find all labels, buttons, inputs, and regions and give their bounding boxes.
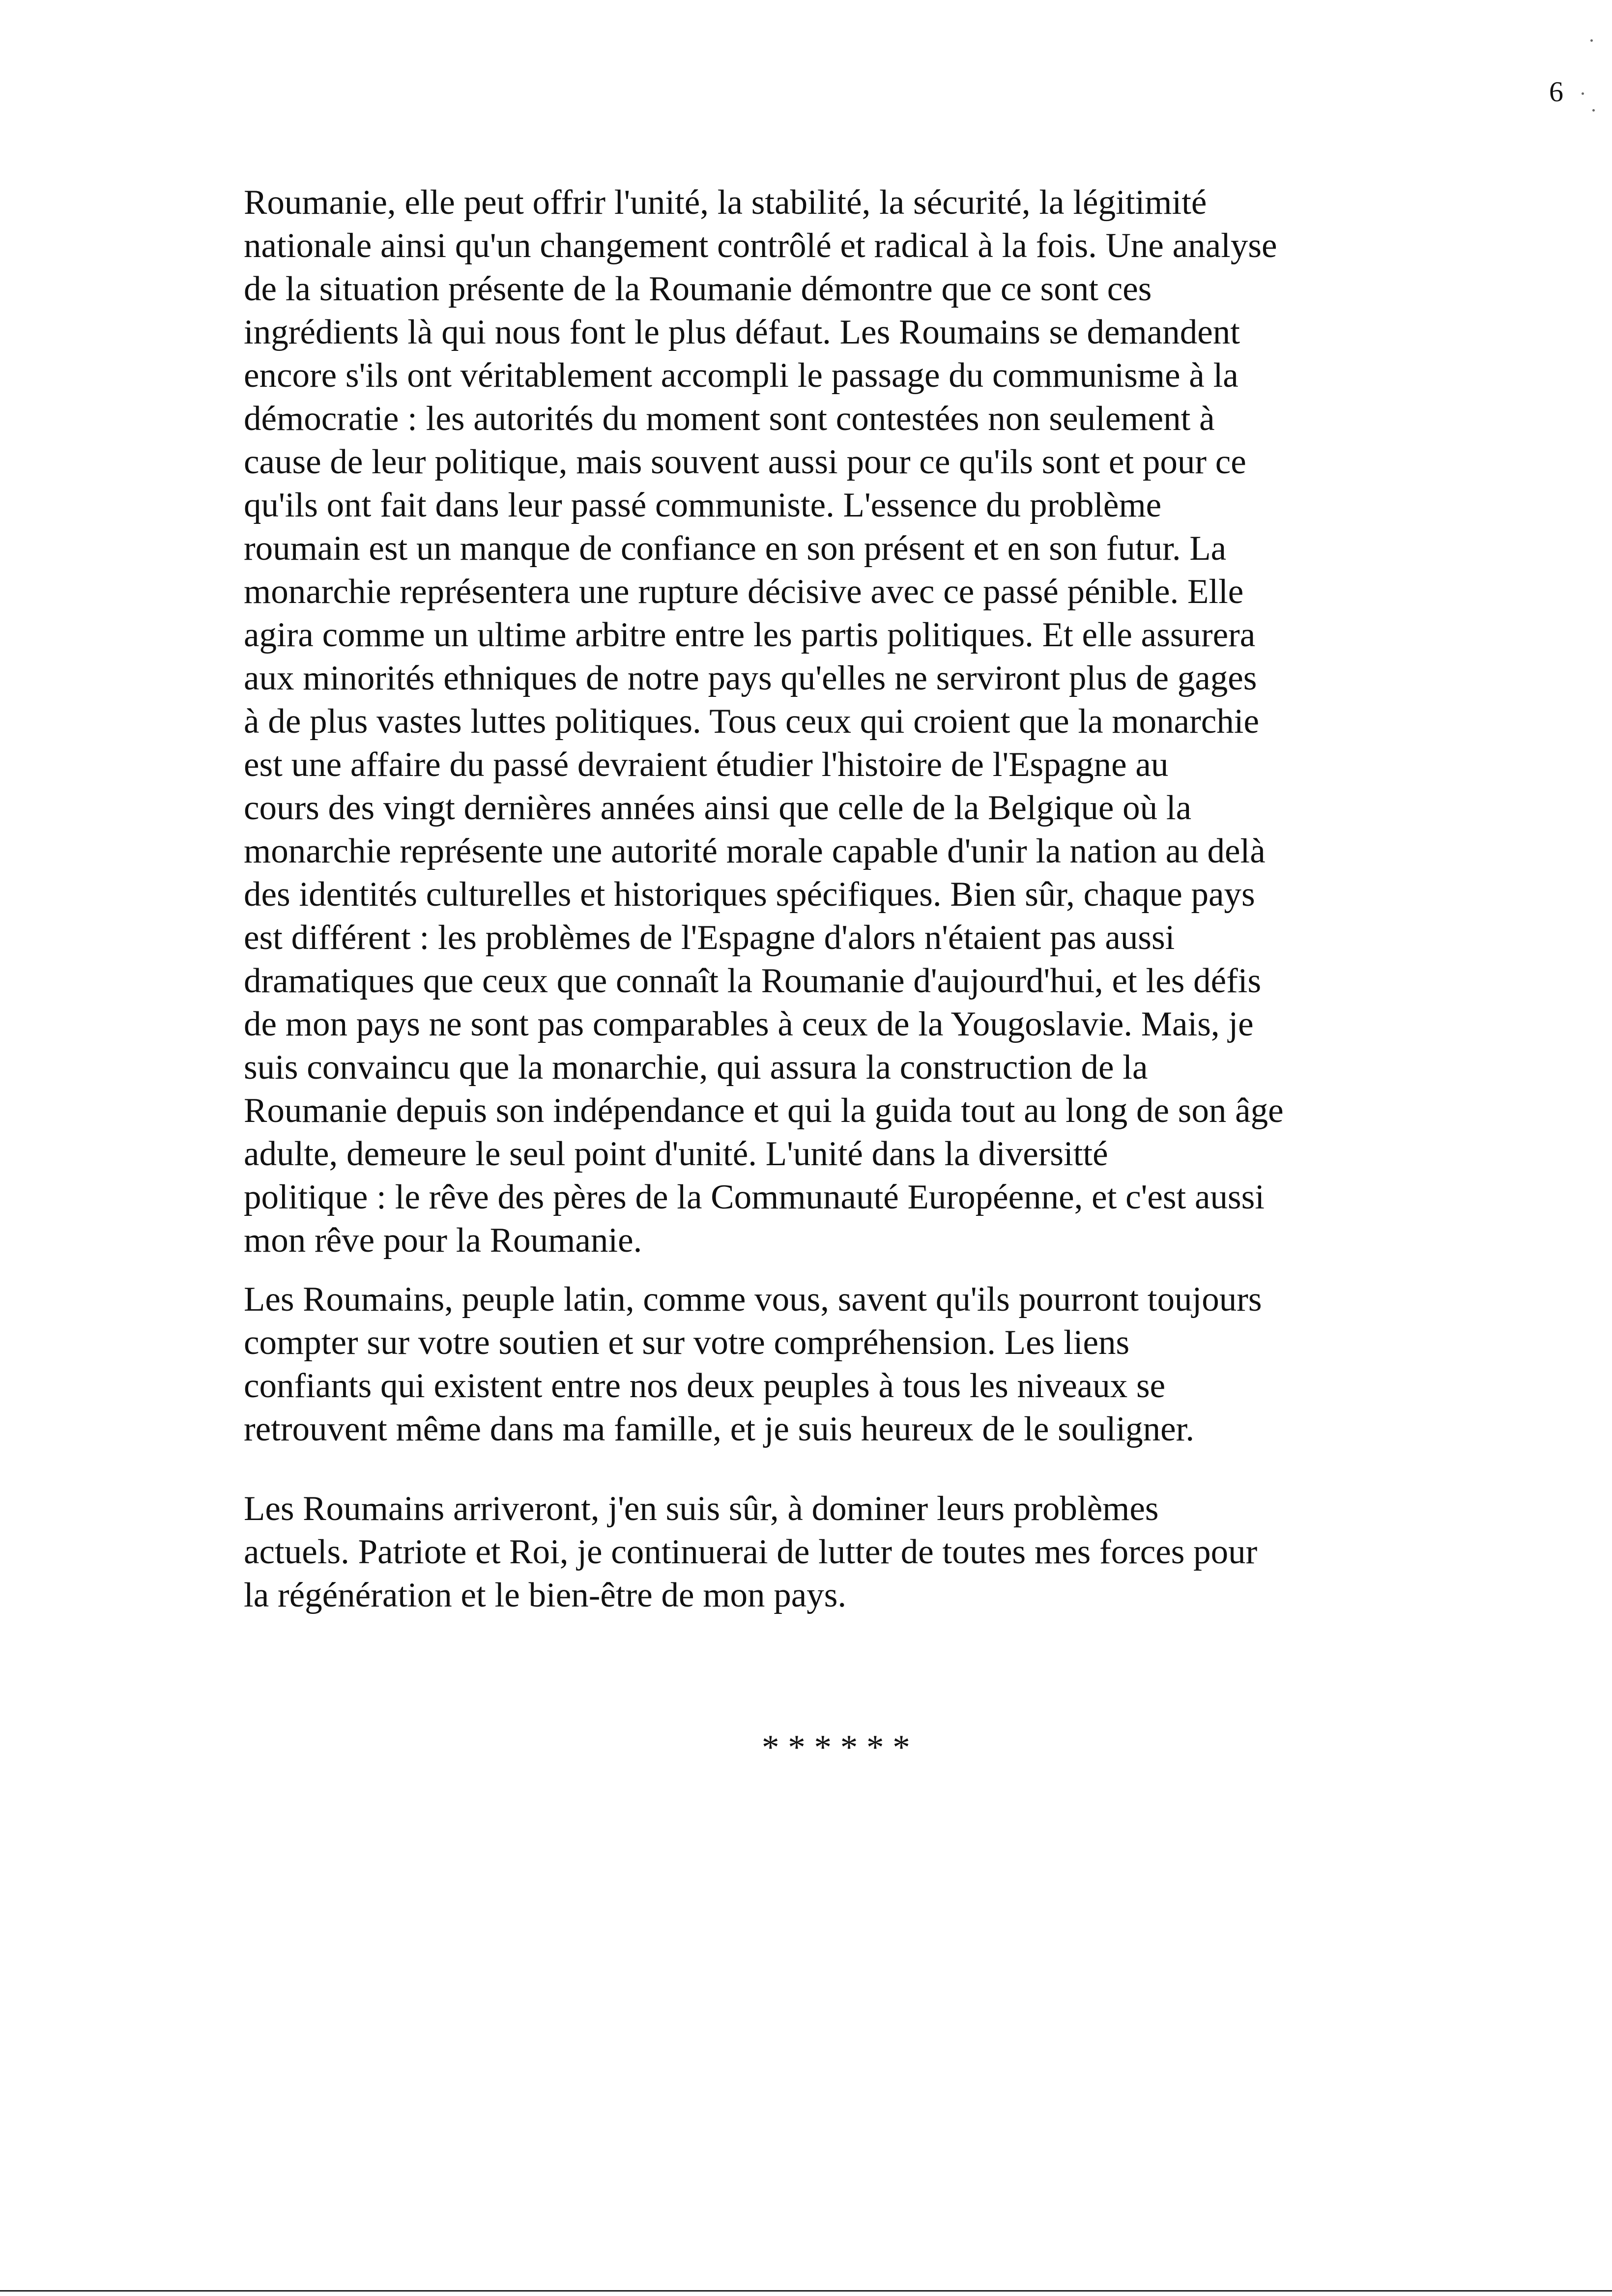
text-line: politique : le rêve des pères de la Communauté Européenne, et c'est aussi: [244, 1178, 1265, 1216]
text-line: actuels. Patriote et Roi, je continuerai de lutter de toutes mes forces pour: [244, 1533, 1258, 1571]
text-line: ingrédients là qui nous font le plus défaut. Les Roumains se demandent: [244, 313, 1240, 351]
text-line: agira comme un ultime arbitre entre les partis politiques. Et elle assurera: [244, 616, 1256, 654]
page-number: 6: [1549, 76, 1563, 108]
text-line: dramatiques que ceux que connaît la Roumanie d'aujourd'hui, et les défis: [244, 962, 1262, 1000]
text-line: de mon pays ne sont pas comparables à ceux de la Yougoslavie. Mais, je: [244, 1005, 1254, 1043]
text-line: nationale ainsi qu'un changement contrôlé et radical à la fois. Une analyse: [244, 227, 1277, 265]
text-line: des identités culturelles et historiques spécifiques. Bien sûr, chaque pays: [244, 875, 1255, 914]
scan-speck: [1592, 109, 1595, 112]
text-line: cours des vingt dernières années ainsi que celle de la Belgique où la: [244, 789, 1192, 827]
text-line: aux minorités ethniques de notre pays qu'elles ne serviront plus de gages: [244, 659, 1257, 697]
scan-speck: [1582, 92, 1584, 95]
text-line: Les Roumains arriveront, j'en suis sûr, à dominer leurs problèmes: [244, 1490, 1159, 1528]
text-line: confiants qui existent entre nos deux peuples à tous les niveaux se: [244, 1367, 1166, 1405]
text-line: qu'ils ont fait dans leur passé communiste. L'essence du problème: [244, 486, 1162, 524]
text-line: suis convaincu que la monarchie, qui assura la construction de la: [244, 1048, 1148, 1087]
text-line: la régénération et le bien-être de mon pays.: [244, 1576, 847, 1614]
text-line: encore s'ils ont véritablement accompli le passage du communisme à la: [244, 356, 1238, 395]
text-line: Roumanie, elle peut offrir l'unité, la stabilité, la sécurité, la légitimité: [244, 183, 1207, 222]
text-line: cause de leur politique, mais souvent aussi pour ce qu'ils sont et pour ce: [244, 443, 1246, 481]
text-line: monarchie représentera une rupture décisive avec ce passé pénible. Elle: [244, 573, 1244, 611]
bottom-rule: [0, 2290, 1612, 2292]
text-line: à de plus vastes luttes politiques. Tous ceux qui croient que la monarchie: [244, 702, 1260, 741]
closing-asterisks: * * * * * *: [762, 1728, 910, 1767]
scan-speck: [1590, 39, 1593, 42]
text-line: adulte, demeure le seul point d'unité. L'unité dans la diversitté: [244, 1135, 1108, 1173]
text-line: démocratie : les autorités du moment sont contestées non seulement à: [244, 400, 1215, 438]
text-line: est une affaire du passé devraient étudier l'histoire de l'Espagne au: [244, 746, 1169, 784]
text-line: mon rêve pour la Roumanie.: [244, 1221, 642, 1260]
text-line: roumain est un manque de confiance en son présent et en son futur. La: [244, 529, 1227, 568]
text-line: compter sur votre soutien et sur votre compréhension. Les liens: [244, 1323, 1130, 1362]
text-line: retrouvent même dans ma famille, et je suis heureux de le souligner.: [244, 1410, 1195, 1448]
text-line: Les Roumains, peuple latin, comme vous, savent qu'ils pourront toujours: [244, 1280, 1262, 1319]
text-line: de la situation présente de la Roumanie démontre que ce sont ces: [244, 270, 1152, 308]
text-line: est différent : les problèmes de l'Espagne d'alors n'étaient pas aussi: [244, 918, 1175, 957]
text-line: Roumanie depuis son indépendance et qui la guida tout au long de son âge: [244, 1091, 1284, 1130]
text-line: monarchie représente une autorité morale capable d'unir la nation au delà: [244, 832, 1266, 870]
